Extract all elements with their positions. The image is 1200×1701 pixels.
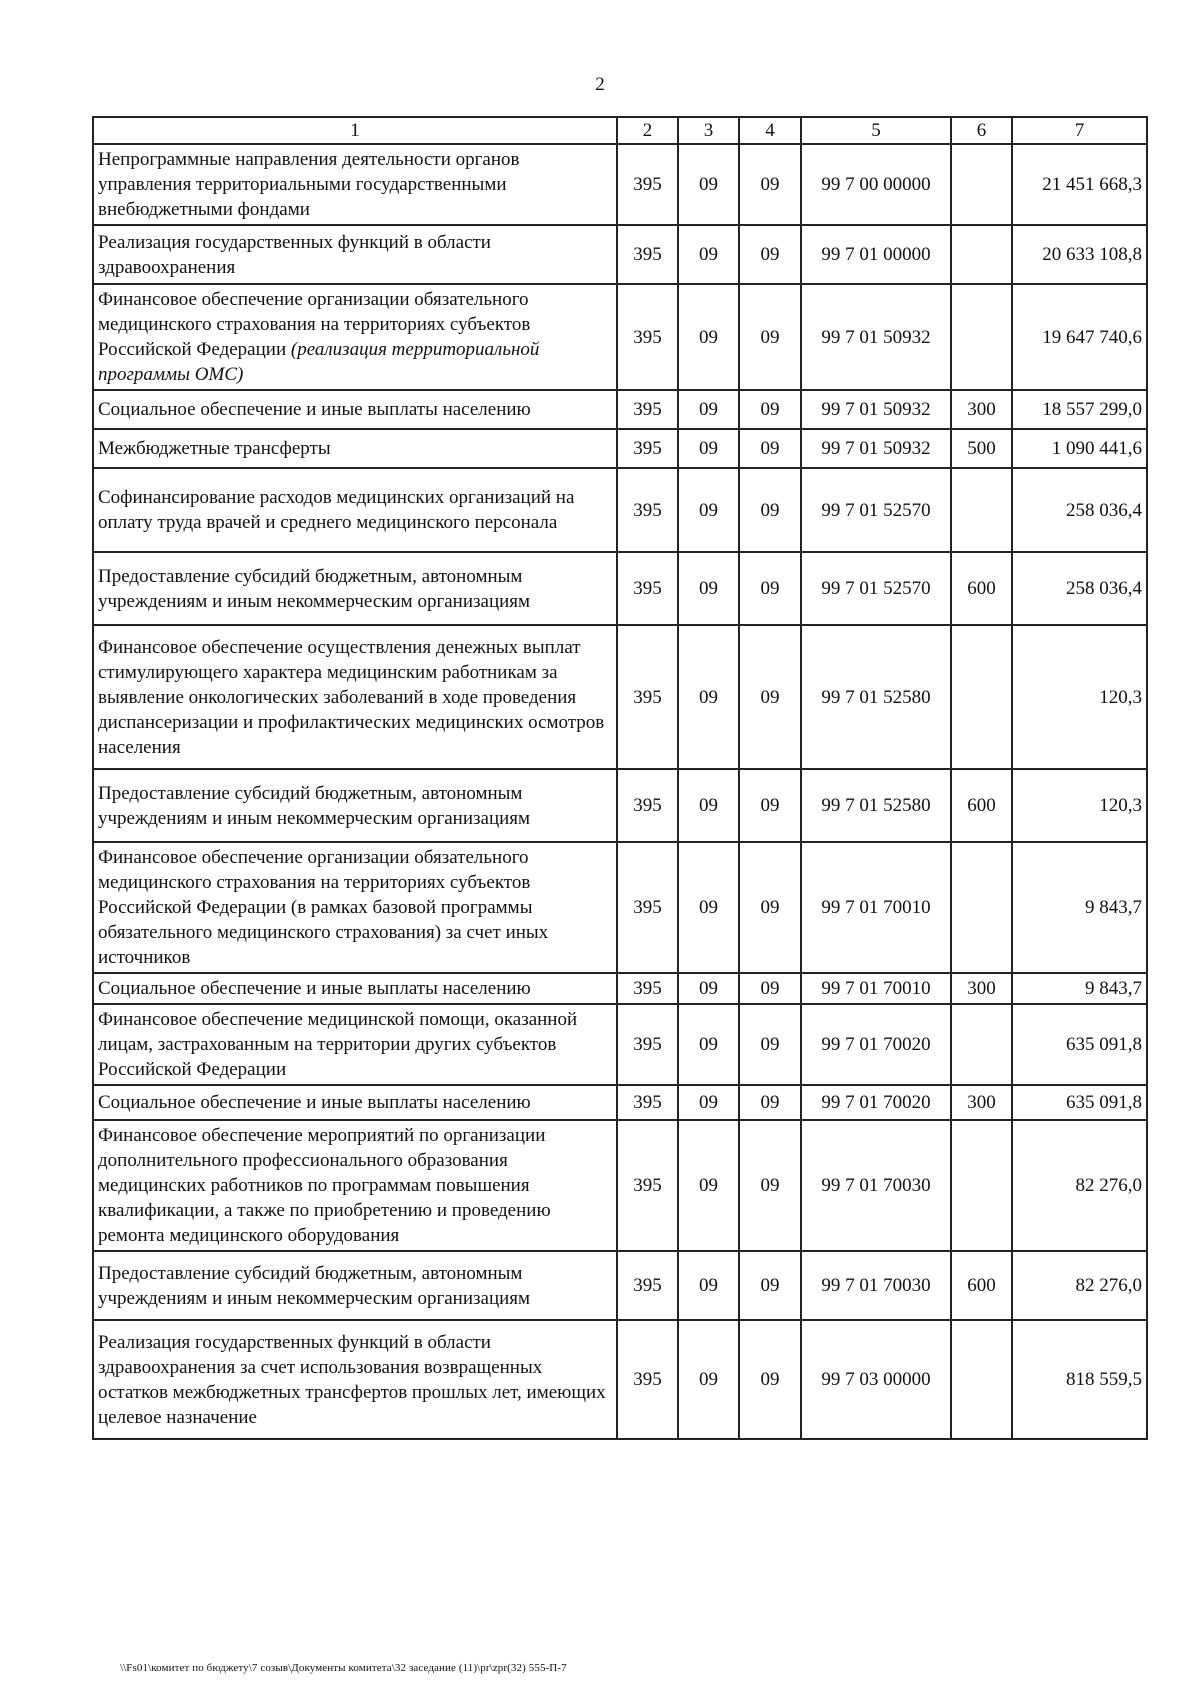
amount: 82 276,0 (1012, 1251, 1147, 1320)
row-name (93, 842, 617, 973)
column-header: 5 (801, 117, 951, 144)
section-code: 09 (678, 625, 739, 769)
table-row (93, 769, 1147, 842)
row-name-text: Предоставление субсидий бюджетным, автономным учреждениям и иным некоммерческим организациям (98, 1262, 531, 1309)
admin-code: 395 (617, 284, 678, 390)
table-row (93, 390, 1147, 429)
footer-file-path: \\Fs01\комитет по бюджету\7 созыв\Документы комитета\32 заседание (11)\pr\zpr(32) 555-П-7 (120, 1662, 567, 1674)
expense-type-code: 300 (951, 390, 1012, 429)
expense-type-code: 600 (951, 1251, 1012, 1320)
amount: 9 843,7 (1012, 973, 1147, 1004)
row-name-text: Реализация государственных функций в области здравоохранения за счет использования возвращенных остатков межбюджетных трансфертов прошлых лет, имеющих целевое назначение (98, 1331, 606, 1428)
admin-code: 395 (617, 1004, 678, 1085)
section-code: 09 (678, 973, 739, 1004)
amount: 120,3 (1012, 625, 1147, 769)
subsection-code: 09 (739, 284, 801, 390)
table-row (93, 284, 1147, 390)
row-name (93, 973, 617, 1004)
target-article-code: 99 7 01 70020 (801, 1085, 951, 1120)
amount: 19 647 740,6 (1012, 284, 1147, 390)
row-name-text: Предоставление субсидий бюджетным, автономным учреждениям и иным некоммерческим организациям (98, 565, 531, 612)
target-article-code: 99 7 01 52570 (801, 552, 951, 625)
subsection-code: 09 (739, 1120, 801, 1251)
amount: 20 633 108,8 (1012, 225, 1147, 284)
section-code: 09 (678, 1251, 739, 1320)
table-row (93, 1004, 1147, 1085)
expense-type-code: 300 (951, 1085, 1012, 1120)
table-row (93, 625, 1147, 769)
target-article-code: 99 7 01 50932 (801, 429, 951, 468)
expense-type-code (951, 1320, 1012, 1439)
amount: 818 559,5 (1012, 1320, 1147, 1439)
section-code: 09 (678, 552, 739, 625)
table-row (93, 429, 1147, 468)
expense-type-code (951, 468, 1012, 552)
expense-type-code (951, 1004, 1012, 1085)
expense-type-code (951, 842, 1012, 973)
column-header: 2 (617, 117, 678, 144)
subsection-code: 09 (739, 625, 801, 769)
subsection-code: 09 (739, 1004, 801, 1085)
target-article-code: 99 7 01 52580 (801, 769, 951, 842)
section-code: 09 (678, 1004, 739, 1085)
row-name-text: Финансовое обеспечение мероприятий по организации дополнительного профессионального образования медицинских работников по программам повышения квалификации, а также по приобретению и проведению ремонта медицинского оборудования (98, 1125, 551, 1246)
subsection-code: 09 (739, 769, 801, 842)
expense-type-code: 600 (951, 552, 1012, 625)
header-row (93, 117, 1147, 144)
admin-code: 395 (617, 468, 678, 552)
expense-type-code: 600 (951, 769, 1012, 842)
row-name-text: Непрограммные направления деятельности органов управления территориальными государственными внебюджетными фондами (98, 149, 520, 220)
admin-code: 395 (617, 1085, 678, 1120)
table-row (93, 552, 1147, 625)
target-article-code: 99 7 01 52570 (801, 468, 951, 552)
row-name-text: Социальное обеспечение и иные выплаты населению (98, 978, 531, 999)
amount: 635 091,8 (1012, 1085, 1147, 1120)
table-row (93, 1120, 1147, 1251)
row-name (93, 625, 617, 769)
row-name (93, 552, 617, 625)
section-code: 09 (678, 144, 739, 225)
row-name-text: Софинансирование расходов медицинских организаций на оплату труда врачей и среднего медицинского персонала (98, 487, 575, 533)
amount: 21 451 668,3 (1012, 144, 1147, 225)
subsection-code: 09 (739, 225, 801, 284)
row-name-text: Финансовое обеспечение осуществления денежных выплат стимулирующего характера медицинским работникам за выявление онкологических заболеваний в ходе проведения диспансеризации и профилактических медицинских осмотров населения (98, 636, 605, 758)
amount: 18 557 299,0 (1012, 390, 1147, 429)
page-number: 2 (595, 74, 605, 95)
row-name (93, 1004, 617, 1085)
target-article-code: 99 7 03 00000 (801, 1320, 951, 1439)
section-code: 09 (678, 1085, 739, 1120)
row-name (93, 1320, 617, 1439)
row-name (93, 144, 617, 225)
section-code: 09 (678, 1320, 739, 1439)
row-name-text: Финансовое обеспечение организации обязательного медицинского страхования на территориях субъектов Российской Федерации (98, 289, 531, 360)
row-name-text: Межбюджетные трансферты (98, 438, 331, 459)
amount: 258 036,4 (1012, 552, 1147, 625)
subsection-code: 09 (739, 468, 801, 552)
section-code: 09 (678, 769, 739, 842)
table-row (93, 1251, 1147, 1320)
section-code: 09 (678, 842, 739, 973)
target-article-code: 99 7 01 50932 (801, 284, 951, 390)
row-name (93, 1251, 617, 1320)
column-header: 1 (93, 117, 617, 144)
row-name (93, 225, 617, 284)
row-name-text: Социальное обеспечение и иные выплаты населению (98, 399, 531, 420)
row-name-text: Социальное обеспечение и иные выплаты населению (98, 1092, 531, 1113)
table-row (93, 973, 1147, 1004)
subsection-code: 09 (739, 429, 801, 468)
target-article-code: 99 7 01 50932 (801, 390, 951, 429)
expense-type-code: 500 (951, 429, 1012, 468)
target-article-code: 99 7 01 70010 (801, 973, 951, 1004)
table-row (93, 1085, 1147, 1120)
admin-code: 395 (617, 973, 678, 1004)
column-header: 6 (951, 117, 1012, 144)
admin-code: 395 (617, 625, 678, 769)
subsection-code: 09 (739, 1085, 801, 1120)
expense-type-code (951, 144, 1012, 225)
amount: 635 091,8 (1012, 1004, 1147, 1085)
admin-code: 395 (617, 390, 678, 429)
amount: 82 276,0 (1012, 1120, 1147, 1251)
subsection-code: 09 (739, 552, 801, 625)
admin-code: 395 (617, 769, 678, 842)
subsection-code: 09 (739, 1320, 801, 1439)
section-code: 09 (678, 284, 739, 390)
admin-code: 395 (617, 1320, 678, 1439)
amount: 258 036,4 (1012, 468, 1147, 552)
expense-type-code: 300 (951, 973, 1012, 1004)
expense-type-code (951, 1120, 1012, 1251)
amount: 9 843,7 (1012, 842, 1147, 973)
row-name-text: Финансовое обеспечение медицинской помощи, оказанной лицам, застрахованным на территории других субъектов Российской Федерации (98, 1009, 578, 1080)
section-code: 09 (678, 225, 739, 284)
section-code: 09 (678, 468, 739, 552)
admin-code: 395 (617, 1120, 678, 1251)
row-name-text: Финансовое обеспечение организации обязательного медицинского страхования на территориях субъектов Российской Федерации (в рамках базовой программы обязательного медицинского страхования) за счет иных источников (98, 847, 549, 968)
row-name (93, 1120, 617, 1251)
admin-code: 395 (617, 1251, 678, 1320)
target-article-code: 99 7 00 00000 (801, 144, 951, 225)
target-article-code: 99 7 01 00000 (801, 225, 951, 284)
subsection-code: 09 (739, 973, 801, 1004)
row-name-note: (реализация территориальной программы ОМС) (98, 339, 540, 385)
target-article-code: 99 7 01 70030 (801, 1120, 951, 1251)
target-article-code: 99 7 01 70030 (801, 1251, 951, 1320)
row-name (93, 1085, 617, 1120)
row-name-text: Реализация государственных функций в области здравоохранения (98, 231, 491, 278)
column-header: 3 (678, 117, 739, 144)
subsection-code: 09 (739, 842, 801, 973)
expense-type-code (951, 284, 1012, 390)
amount: 1 090 441,6 (1012, 429, 1147, 468)
expense-type-code (951, 625, 1012, 769)
admin-code: 395 (617, 225, 678, 284)
section-code: 09 (678, 429, 739, 468)
table-row (93, 144, 1147, 225)
admin-code: 395 (617, 842, 678, 973)
row-name (93, 769, 617, 842)
subsection-code: 09 (739, 1251, 801, 1320)
admin-code: 395 (617, 144, 678, 225)
row-name (93, 468, 617, 552)
table-row (93, 1320, 1147, 1439)
section-code: 09 (678, 390, 739, 429)
admin-code: 395 (617, 429, 678, 468)
target-article-code: 99 7 01 70010 (801, 842, 951, 973)
expense-type-code (951, 225, 1012, 284)
column-header: 4 (739, 117, 801, 144)
column-header: 7 (1012, 117, 1147, 144)
subsection-code: 09 (739, 390, 801, 429)
amount: 120,3 (1012, 769, 1147, 842)
row-name (93, 429, 617, 468)
subsection-code: 09 (739, 144, 801, 225)
target-article-code: 99 7 01 70020 (801, 1004, 951, 1085)
target-article-code: 99 7 01 52580 (801, 625, 951, 769)
admin-code: 395 (617, 552, 678, 625)
budget-table (92, 116, 1148, 1440)
table-row (93, 468, 1147, 552)
row-name (93, 390, 617, 429)
section-code: 09 (678, 1120, 739, 1251)
row-name-text: Предоставление субсидий бюджетным, автономным учреждениям и иным некоммерческим организациям (98, 782, 531, 829)
table-row (93, 225, 1147, 284)
table-row (93, 842, 1147, 973)
row-name (93, 284, 617, 390)
